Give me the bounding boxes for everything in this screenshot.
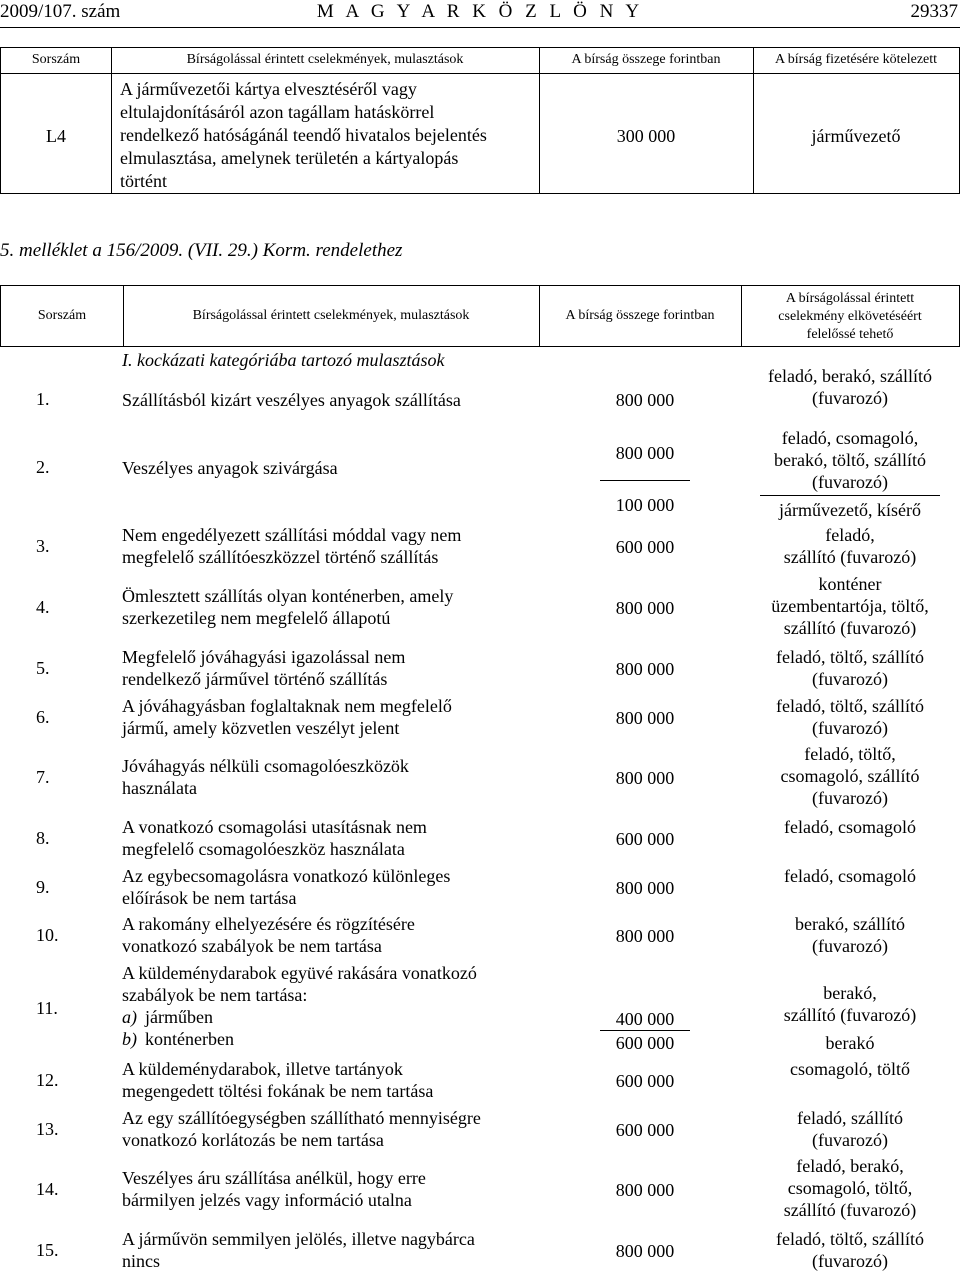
sub-item xyxy=(122,1028,582,1050)
row-responsible xyxy=(740,1107,960,1151)
responsible-line: feladó, csomagoló, xyxy=(781,428,919,448)
responsible-line: berakó, szállító xyxy=(795,914,905,934)
description-line: vonatkozó szabályok be nem tartása xyxy=(122,936,382,956)
header-amount: A bírság összege forintban xyxy=(571,52,721,67)
description-line: eltulajdonításáról azon tagállam hatáskörrel xyxy=(120,102,435,122)
section-title: I. kockázati kategóriába tartozó mulasztások xyxy=(122,350,445,370)
responsible-line: feladó, berakó, xyxy=(796,1156,904,1176)
row-amount: 300 000 xyxy=(616,126,676,146)
row-description xyxy=(122,585,582,629)
row-number: 9. xyxy=(36,877,50,897)
row-amount: 600 000 xyxy=(615,829,675,849)
header-responsible xyxy=(741,290,959,344)
issue-number: 2009/107. szám xyxy=(0,1,121,22)
sub-item-responsible xyxy=(740,1032,960,1054)
description-line: nincs xyxy=(122,1251,160,1271)
row-amount: 600 000 xyxy=(615,1120,675,1140)
header-divider xyxy=(1,73,959,74)
responsible-line: feladó, csomagoló xyxy=(784,866,916,886)
responsible-line: járművezető, kísérő xyxy=(779,500,921,520)
responsible-line: szállító (fuvarozó) xyxy=(783,618,917,638)
row-amount: 800 000 xyxy=(615,598,675,618)
row-description xyxy=(122,1107,582,1151)
column-divider xyxy=(111,48,112,193)
row-description xyxy=(122,389,582,411)
row-description xyxy=(122,913,582,957)
responsible-line: (fuvarozó) xyxy=(760,471,940,496)
responsible-line: feladó, berakó, szállító xyxy=(768,366,932,386)
description-line: A járművezetői kártya elvesztéséről vagy xyxy=(120,79,417,99)
responsible-line: csomagoló, szállító xyxy=(780,766,920,786)
header-line: felelőssé tehető xyxy=(806,327,894,342)
row-description xyxy=(122,457,582,479)
publication-title: M A G Y A R K Ö Z L Ö N Y xyxy=(316,1,644,22)
row-amount: 800 000 xyxy=(600,442,690,481)
responsible-line: feladó, szállító xyxy=(797,1108,903,1128)
row-number: 8. xyxy=(36,828,50,848)
responsible-line: (fuvarozó) xyxy=(812,788,888,808)
description-line: A rakomány elhelyezésére és rögzítésére xyxy=(122,914,415,934)
column-divider xyxy=(753,48,754,193)
sub-item-text: konténerben xyxy=(145,1029,234,1049)
page-number: 29337 xyxy=(910,1,958,22)
header-obliged: A bírság fizetésére kötelezett xyxy=(774,52,938,67)
row-code: L4 xyxy=(46,126,66,146)
description-line: rendelkező járművel történő szállítás xyxy=(122,669,388,689)
description-line: Szállításból kizárt veszélyes anyagok szállítása xyxy=(122,390,461,410)
description-line: történt xyxy=(120,171,167,191)
responsible-line: szállító (fuvarozó) xyxy=(783,1200,917,1220)
row-number: 7. xyxy=(36,767,50,787)
row-description xyxy=(122,962,582,1006)
row-responsible xyxy=(740,695,960,739)
row-amount: 800 000 xyxy=(615,878,675,898)
row-responsible xyxy=(740,1155,960,1221)
description-line: szerkezetileg nem megfelelő állapotú xyxy=(122,608,391,628)
description-line: rendelkező hatóságánál teendő hivatalos bejelentés xyxy=(120,125,487,145)
responsible-line: szállító (fuvarozó) xyxy=(783,547,917,567)
description-line: elmulasztása, amelynek területén a kártyalopás xyxy=(120,148,459,168)
row-amount: 800 000 xyxy=(615,1241,675,1261)
row-responsible xyxy=(740,1228,960,1272)
responsible-line: feladó, csomagoló xyxy=(784,817,916,837)
sub-item-label: b) xyxy=(122,1029,137,1049)
sub-item-text: járműben xyxy=(145,1007,213,1027)
sub-item xyxy=(122,1006,582,1028)
row-number: 3. xyxy=(36,536,50,556)
row-number: 11. xyxy=(36,998,58,1018)
responsible-line: (fuvarozó) xyxy=(812,669,888,689)
description-line: szabályok be nem tartása: xyxy=(122,985,308,1005)
responsible-line: berakó, xyxy=(823,983,877,1003)
header-sorszam: Sorszám xyxy=(31,52,81,67)
row-number: 2. xyxy=(36,457,50,477)
description-line: Jóváhagyás nélküli csomagolóeszközök xyxy=(122,756,409,776)
row-responsible xyxy=(740,365,960,409)
row-responsible xyxy=(740,573,960,639)
description-line: A küldeménydarabok együvé rakására vonatkozó xyxy=(122,963,477,983)
description-line: Nem engedélyezett szállítási móddal vagy nem xyxy=(122,525,462,545)
header-amount: A bírság összege forintban xyxy=(565,308,715,323)
header-line: cselekmény elkövetéséért xyxy=(778,309,922,324)
description-line: használata xyxy=(122,778,197,798)
responsible-line: (fuvarozó) xyxy=(812,1130,888,1150)
row-description xyxy=(120,78,535,193)
description-line: Megfelelő jóváhagyási igazolással nem xyxy=(122,647,406,667)
column-divider xyxy=(539,48,540,193)
responsible-line: csomagoló, töltő xyxy=(790,1059,910,1079)
responsible-line: (fuvarozó) xyxy=(812,718,888,738)
row-description xyxy=(122,524,582,568)
row-number: 6. xyxy=(36,707,50,727)
row-description xyxy=(122,695,582,739)
responsible-line: feladó, töltő, szállító xyxy=(776,647,924,667)
sub-item-label: a) xyxy=(122,1007,137,1027)
sub-item-amount: 600 000 xyxy=(615,1033,675,1053)
description-line: A járművön semmilyen jelölés, illetve nagybárca xyxy=(122,1229,475,1249)
row-amount: 800 000 xyxy=(615,1180,675,1200)
description-line: előírások be nem tartása xyxy=(122,888,297,908)
annex-title: 5. melléklet a 156/2009. (VII. 29.) Korm. rendelethez xyxy=(0,240,403,261)
row-amount: 800 000 xyxy=(615,390,675,410)
row-responsible xyxy=(740,1058,960,1080)
header-offenses: Bírságolással érintett cselekmények, mulasztások xyxy=(186,52,464,67)
sub-item-amount: 400 000 xyxy=(600,1008,690,1031)
responsible-line: feladó, töltő, szállító xyxy=(776,696,924,716)
description-line: megengedett töltési fokának be nem tartása xyxy=(122,1081,434,1101)
responsible-line: üzembentartója, töltő, xyxy=(771,596,929,616)
responsible-line: (fuvarozó) xyxy=(812,936,888,956)
description-line: jármű, amely közvetlen veszélyt jelent xyxy=(122,718,400,738)
description-line: Az egy szállítóegységben szállítható mennyiségre xyxy=(122,1108,481,1128)
description-line: Az egybecsomagolásra vonatkozó különleges xyxy=(122,866,451,886)
description-line: megfelelő csomagolóeszköz használata xyxy=(122,839,405,859)
description-line: megfelelő szállítóeszközzel történő szállítás xyxy=(122,547,439,567)
row-responsible xyxy=(740,427,960,521)
row-amount: 800 000 xyxy=(615,926,675,946)
row-description xyxy=(122,1058,582,1102)
row-description xyxy=(122,865,582,909)
responsible-line: konténer xyxy=(818,574,882,594)
responsible-line: feladó, töltő, xyxy=(804,744,896,764)
description-line: Veszélyes anyagok szivárgása xyxy=(122,458,338,478)
row-description xyxy=(122,1167,582,1211)
responsible-line: szállító (fuvarozó) xyxy=(783,1005,917,1025)
responsible-line: feladó, töltő, szállító xyxy=(776,1229,924,1249)
header-rule xyxy=(0,27,960,28)
description-line: A jóváhagyásban foglaltaknak nem megfelelő xyxy=(122,696,452,716)
responsible-line: berakó xyxy=(825,1033,875,1053)
row-amount: 100 000 xyxy=(615,495,675,515)
description-line: bármilyen jelzés vagy információ utalna xyxy=(122,1190,412,1210)
row-responsible xyxy=(740,913,960,957)
row-amount: 600 000 xyxy=(615,537,675,557)
row-amount: 800 000 xyxy=(615,768,675,788)
row-number: 4. xyxy=(36,597,50,617)
row-obliged: járművezető xyxy=(811,126,901,146)
responsible-line: feladó, xyxy=(825,525,875,545)
row-number: 1. xyxy=(36,389,50,409)
row-number: 10. xyxy=(36,925,59,945)
row-number: 5. xyxy=(36,658,50,678)
row-number: 14. xyxy=(36,1179,59,1199)
responsible-line: berakó, töltő, szállító xyxy=(774,450,926,470)
page-header xyxy=(0,0,960,28)
header-sorszam: Sorszám xyxy=(37,308,87,323)
row-responsible xyxy=(740,524,960,568)
row-amount: 800 000 xyxy=(615,659,675,679)
header-line: A bírságolással érintett xyxy=(785,291,915,306)
row-number: 13. xyxy=(36,1119,59,1139)
row-number: 15. xyxy=(36,1240,59,1260)
description-line: A vonatkozó csomagolási utasításnak nem xyxy=(122,817,427,837)
description-line: Veszélyes áru szállítása anélkül, hogy erre xyxy=(122,1168,426,1188)
row-amount: 600 000 xyxy=(615,1071,675,1091)
header-offenses: Bírságolással érintett cselekmények, mulasztások xyxy=(192,308,470,323)
description-line: A küldeménydarabok, illetve tartányok xyxy=(122,1059,403,1079)
responsible-line: csomagoló, töltő, xyxy=(787,1178,913,1198)
row-amount: 800 000 xyxy=(615,708,675,728)
fine-table-top xyxy=(0,47,960,194)
row-responsible xyxy=(740,743,960,809)
row-number: 12. xyxy=(36,1070,59,1090)
row-responsible xyxy=(740,816,960,838)
row-responsible xyxy=(740,646,960,690)
sub-item-responsible xyxy=(740,982,960,1026)
description-line: vonatkozó korlátozás be nem tartása xyxy=(122,1130,384,1150)
row-description xyxy=(122,1228,582,1272)
row-description xyxy=(122,755,582,799)
row-description xyxy=(122,816,582,860)
responsible-line: (fuvarozó) xyxy=(812,1251,888,1271)
table-header xyxy=(0,285,960,347)
row-description xyxy=(122,646,582,690)
responsible-line: (fuvarozó) xyxy=(812,388,888,408)
description-line: Ömlesztett szállítás olyan konténerben, amely xyxy=(122,586,454,606)
row-responsible xyxy=(740,865,960,887)
